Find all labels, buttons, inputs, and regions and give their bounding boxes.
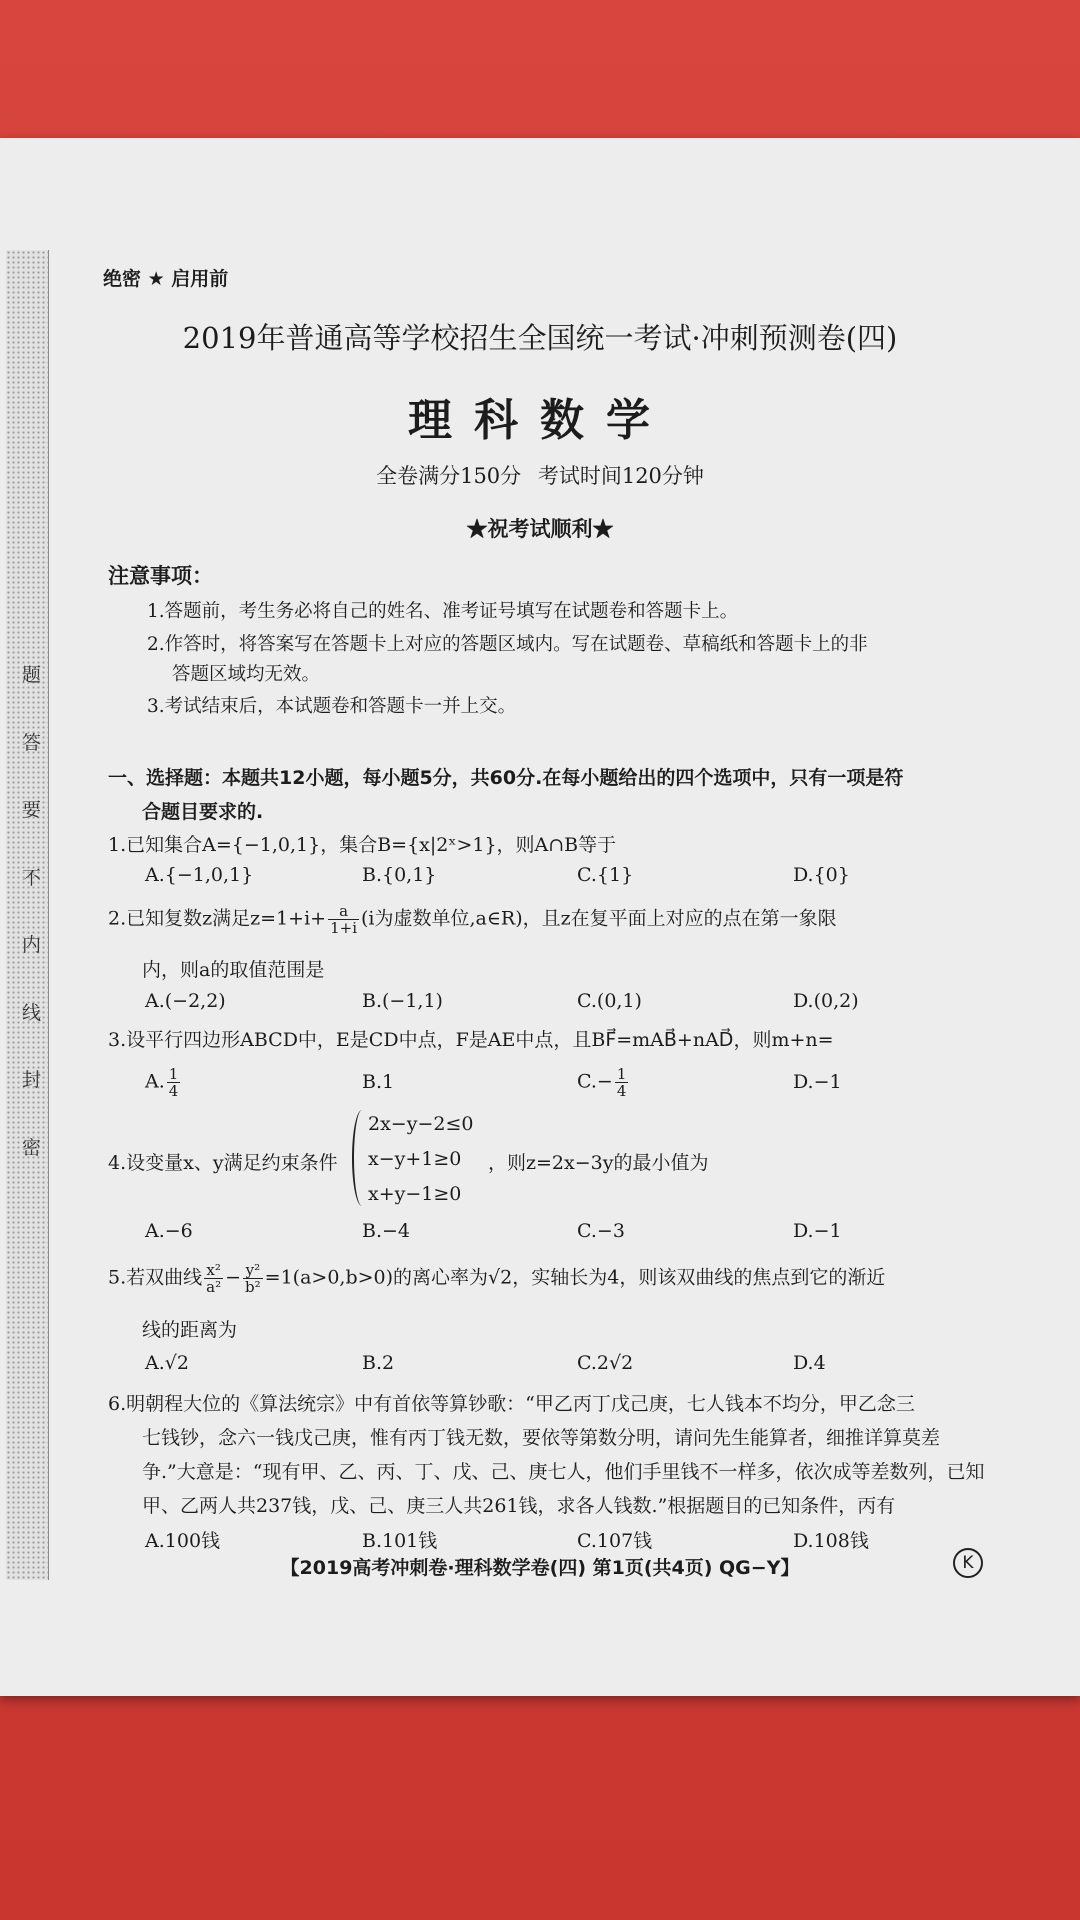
q1-option-b: B.{0,1}: [362, 864, 437, 886]
note-item: 答题区域均无效。: [172, 664, 321, 685]
question-6-cont: 争.”大意是：“现有甲、乙、丙、丁、戊、己、庚七人，他们手里钱不一样多，依次成等差数列，已知: [142, 1461, 985, 1483]
system-brace: [352, 1110, 366, 1206]
q5-minus: −: [225, 1266, 242, 1289]
good-luck: ★祝考试顺利★: [466, 516, 614, 541]
q5-option-b: B.2: [362, 1352, 395, 1374]
question-6-cont: 七钱钞，念六一钱戊己庚，惟有丙丁钱无数，要依等第数分明，请问先生能算者，细推详算莫差: [142, 1427, 941, 1449]
binding-char: 答: [21, 731, 41, 754]
q3-option-b: B.1: [362, 1071, 395, 1093]
binding-warning: [18, 660, 44, 1160]
question-4: 4.设变量x、y满足约束条件: [108, 1152, 338, 1174]
q3-option-c: [577, 1066, 630, 1099]
q2-frac-den: 1+i: [330, 919, 357, 937]
q2-option-b: B.(−1,1): [362, 990, 443, 1012]
q4-option-b: B.−4: [362, 1220, 411, 1242]
q6-option-a: A.100钱: [145, 1530, 221, 1552]
binding-char: 题: [21, 664, 41, 687]
binding-char: 不: [21, 866, 41, 889]
q6-option-d: D.108钱: [793, 1530, 869, 1552]
q1-option-a: A.{−1,0,1}: [145, 864, 254, 886]
q4-option-c: C.−3: [577, 1220, 625, 1242]
question-3: 3.设平行四边形ABCD中，E是CD中点，F是AE中点，且BF⃗=mAB⃗+nAD⃗，则m+n=: [108, 1029, 834, 1051]
q5-f1-den: a²: [206, 1278, 222, 1296]
exam-meta: 全卷满分150分 考试时间120分钟: [376, 464, 704, 488]
q5-stem-post: =1(a>0,b>0)的离心率为√2，实轴长为4，则该双曲线的焦点到它的渐近: [264, 1266, 886, 1289]
q2-frac-num: a: [328, 903, 359, 920]
note-item: 1.答题前，考生务必将自己的姓名、准考证号填写在试题卷和答题卡上。: [147, 601, 739, 622]
page-footer: 【2019高考冲刺卷·理科数学卷(四) 第1页(共4页) QG−Y】: [280, 1557, 800, 1579]
q3-a-den: 4: [168, 1082, 179, 1100]
q5-f1-num: x²: [204, 1262, 223, 1279]
q5-option-c: C.2√2: [577, 1352, 634, 1374]
q3-option-d: D.−1: [793, 1071, 842, 1093]
question-2: [108, 903, 837, 936]
question-2-cont: 内，则a的取值范围是: [142, 959, 325, 981]
q5-option-d: D.4: [793, 1352, 826, 1374]
q6-option-b: B.101钱: [362, 1530, 438, 1552]
q4-option-d: D.−1: [793, 1220, 842, 1242]
subject-title: 理科数学: [408, 395, 672, 446]
q3-a-num: 1: [168, 1065, 179, 1083]
q1-option-c: C.{1}: [577, 864, 634, 886]
question-4-post: ，则z=2x−3y的最小值为: [488, 1152, 709, 1174]
binding-char: 内: [21, 934, 41, 957]
question-5: [108, 1262, 885, 1295]
note-item: 2.作答时，将答案写在答题卡上对应的答题区域内。写在试题卷、草稿纸和答题卡上的非: [147, 634, 868, 655]
q3-option-a: [145, 1066, 182, 1099]
circled-k-mark: K: [953, 1548, 983, 1578]
q5-fraction-1: [204, 1262, 223, 1295]
section-heading-cont: 合题目要求的.: [142, 801, 264, 823]
q2-stem-pre: 2.已知复数z满足z=1+i+: [108, 907, 327, 930]
q5-fraction-2: [243, 1262, 263, 1295]
question-5-cont: 线的距离为: [142, 1319, 238, 1341]
q5-option-a: A.√2: [145, 1352, 189, 1374]
note-item: 3.考试结束后，本试题卷和答题卡一并上交。: [147, 696, 517, 717]
q3-c-num: 1: [616, 1065, 627, 1083]
q5-stem-pre: 5.若双曲线: [108, 1266, 203, 1289]
q5-f2-num: y²: [243, 1262, 263, 1279]
binding-char: 封: [21, 1069, 41, 1092]
question-6-cont: 甲、乙两人共237钱，戊、己、庚三人共261钱，求各人钱数.”根据题目的已知条件，丙有: [142, 1495, 896, 1517]
q3-option-c-fraction: [615, 1066, 629, 1099]
binding-char: 要: [21, 799, 41, 822]
notes-title: 注意事项：: [108, 564, 213, 588]
q5-f2-den: b²: [245, 1278, 261, 1296]
question-6: 6.明朝程大位的《算法统宗》中有首依等算钞歌：“甲乙丙丁戊己庚，七人钱本不均分，甲乙念三: [108, 1393, 915, 1415]
q4-option-a: A.−6: [145, 1220, 193, 1242]
q4-constraint-1: 2x−y−2≤0: [368, 1113, 474, 1135]
q2-stem-post: (i为虚数单位,a∈R)，且z在复平面上对应的点在第一象限: [361, 907, 837, 930]
section-heading: 一、选择题：本题共12小题，每小题5分，共60分.在每小题给出的四个选项中，只有一项是符: [108, 767, 904, 789]
question-1: 1.已知集合A={−1,0,1}，集合B={x|2ˣ>1}，则A∩B等于: [108, 834, 617, 856]
exam-title: 2019年普通高等学校招生全国统一考试·冲刺预测卷(四): [182, 321, 898, 355]
q3-option-a-fraction: [167, 1066, 181, 1099]
q2-option-c: C.(0,1): [577, 990, 642, 1012]
q6-option-c: C.107钱: [577, 1530, 653, 1552]
secret-label: 绝密 ★ 启用前: [103, 268, 229, 290]
binding-char: 密: [21, 1137, 41, 1159]
q2-fraction: [328, 903, 359, 936]
q2-option-a: A.(−2,2): [145, 990, 226, 1012]
q4-constraint-3: x+y−1≥0: [368, 1183, 462, 1205]
q3-option-a-label: A.: [145, 1070, 165, 1093]
binding-char: 线: [21, 1001, 41, 1024]
q4-constraint-2: x−y+1≥0: [368, 1148, 462, 1170]
q3-option-c-label: C.−: [577, 1070, 613, 1093]
q1-option-d: D.{0}: [793, 864, 850, 886]
q3-c-den: 4: [616, 1082, 627, 1100]
q2-option-d: D.(0,2): [793, 990, 859, 1012]
